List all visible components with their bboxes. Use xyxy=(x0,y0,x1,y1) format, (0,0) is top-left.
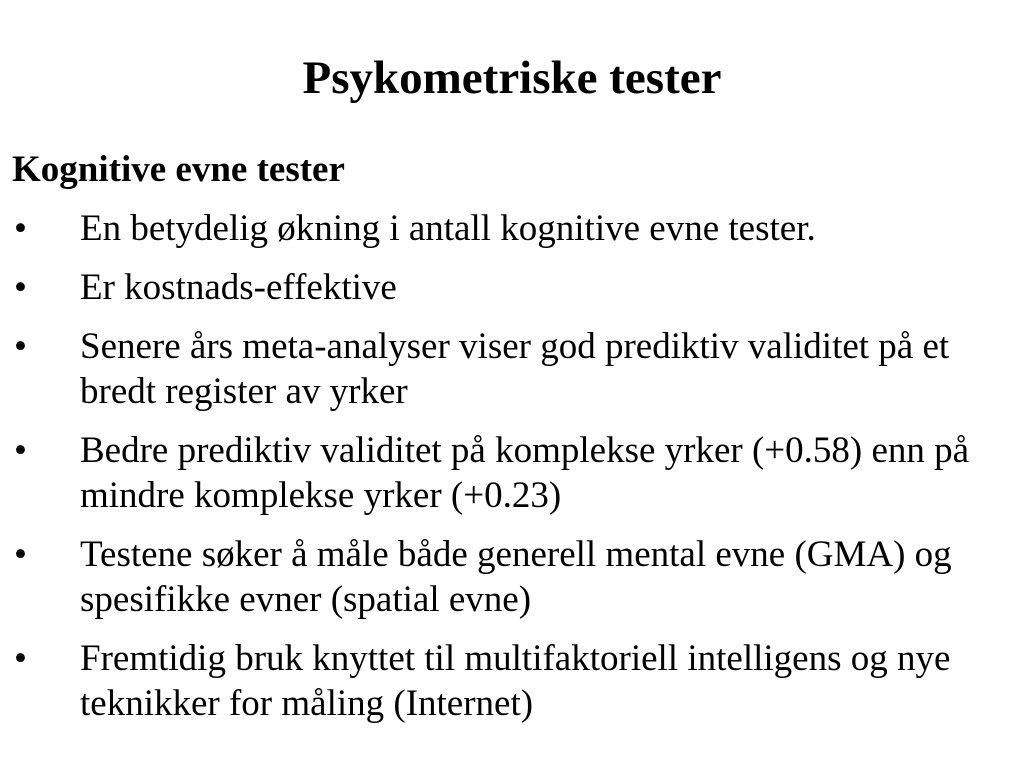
bullet-list xyxy=(12,206,1012,726)
bullet-marker: • xyxy=(14,638,27,679)
bullet-item xyxy=(12,428,1012,518)
bullet-text: Testene søker å måle både generell mental evne (GMA) og spesifikke evner (spatial evne) xyxy=(80,534,952,620)
bullet-text: Bedre prediktiv validitet på komplekse yrker (+0.58) enn på mindre komplekse yrker (+0.23) xyxy=(80,430,970,516)
bullet-item xyxy=(12,532,1012,622)
slide-title: Psykometriske tester xyxy=(302,52,722,104)
bullet-marker: • xyxy=(14,430,27,471)
bullet-marker: • xyxy=(14,267,27,308)
section-heading: Kognitive evne tester xyxy=(12,149,345,190)
bullet-item xyxy=(12,324,1012,414)
bullet-item xyxy=(12,206,1012,251)
bullet-text: Fremtidig bruk knyttet til multifaktoriell intelligens og nye teknikker for måling (Internet) xyxy=(80,638,951,724)
bullet-marker: • xyxy=(14,326,27,367)
bullet-marker: • xyxy=(14,534,27,575)
bullet-item xyxy=(12,636,1012,726)
bullet-text: Er kostnads-effektive xyxy=(80,267,397,308)
bullet-text: Senere års meta-analyser viser god prediktiv validitet på et bredt register av yrker xyxy=(80,326,950,412)
bullet-marker: • xyxy=(14,208,27,249)
bullet-text: En betydelig økning i antall kognitive evne tester. xyxy=(80,208,816,249)
bullet-item xyxy=(12,265,1012,310)
slide-content xyxy=(12,148,1012,740)
